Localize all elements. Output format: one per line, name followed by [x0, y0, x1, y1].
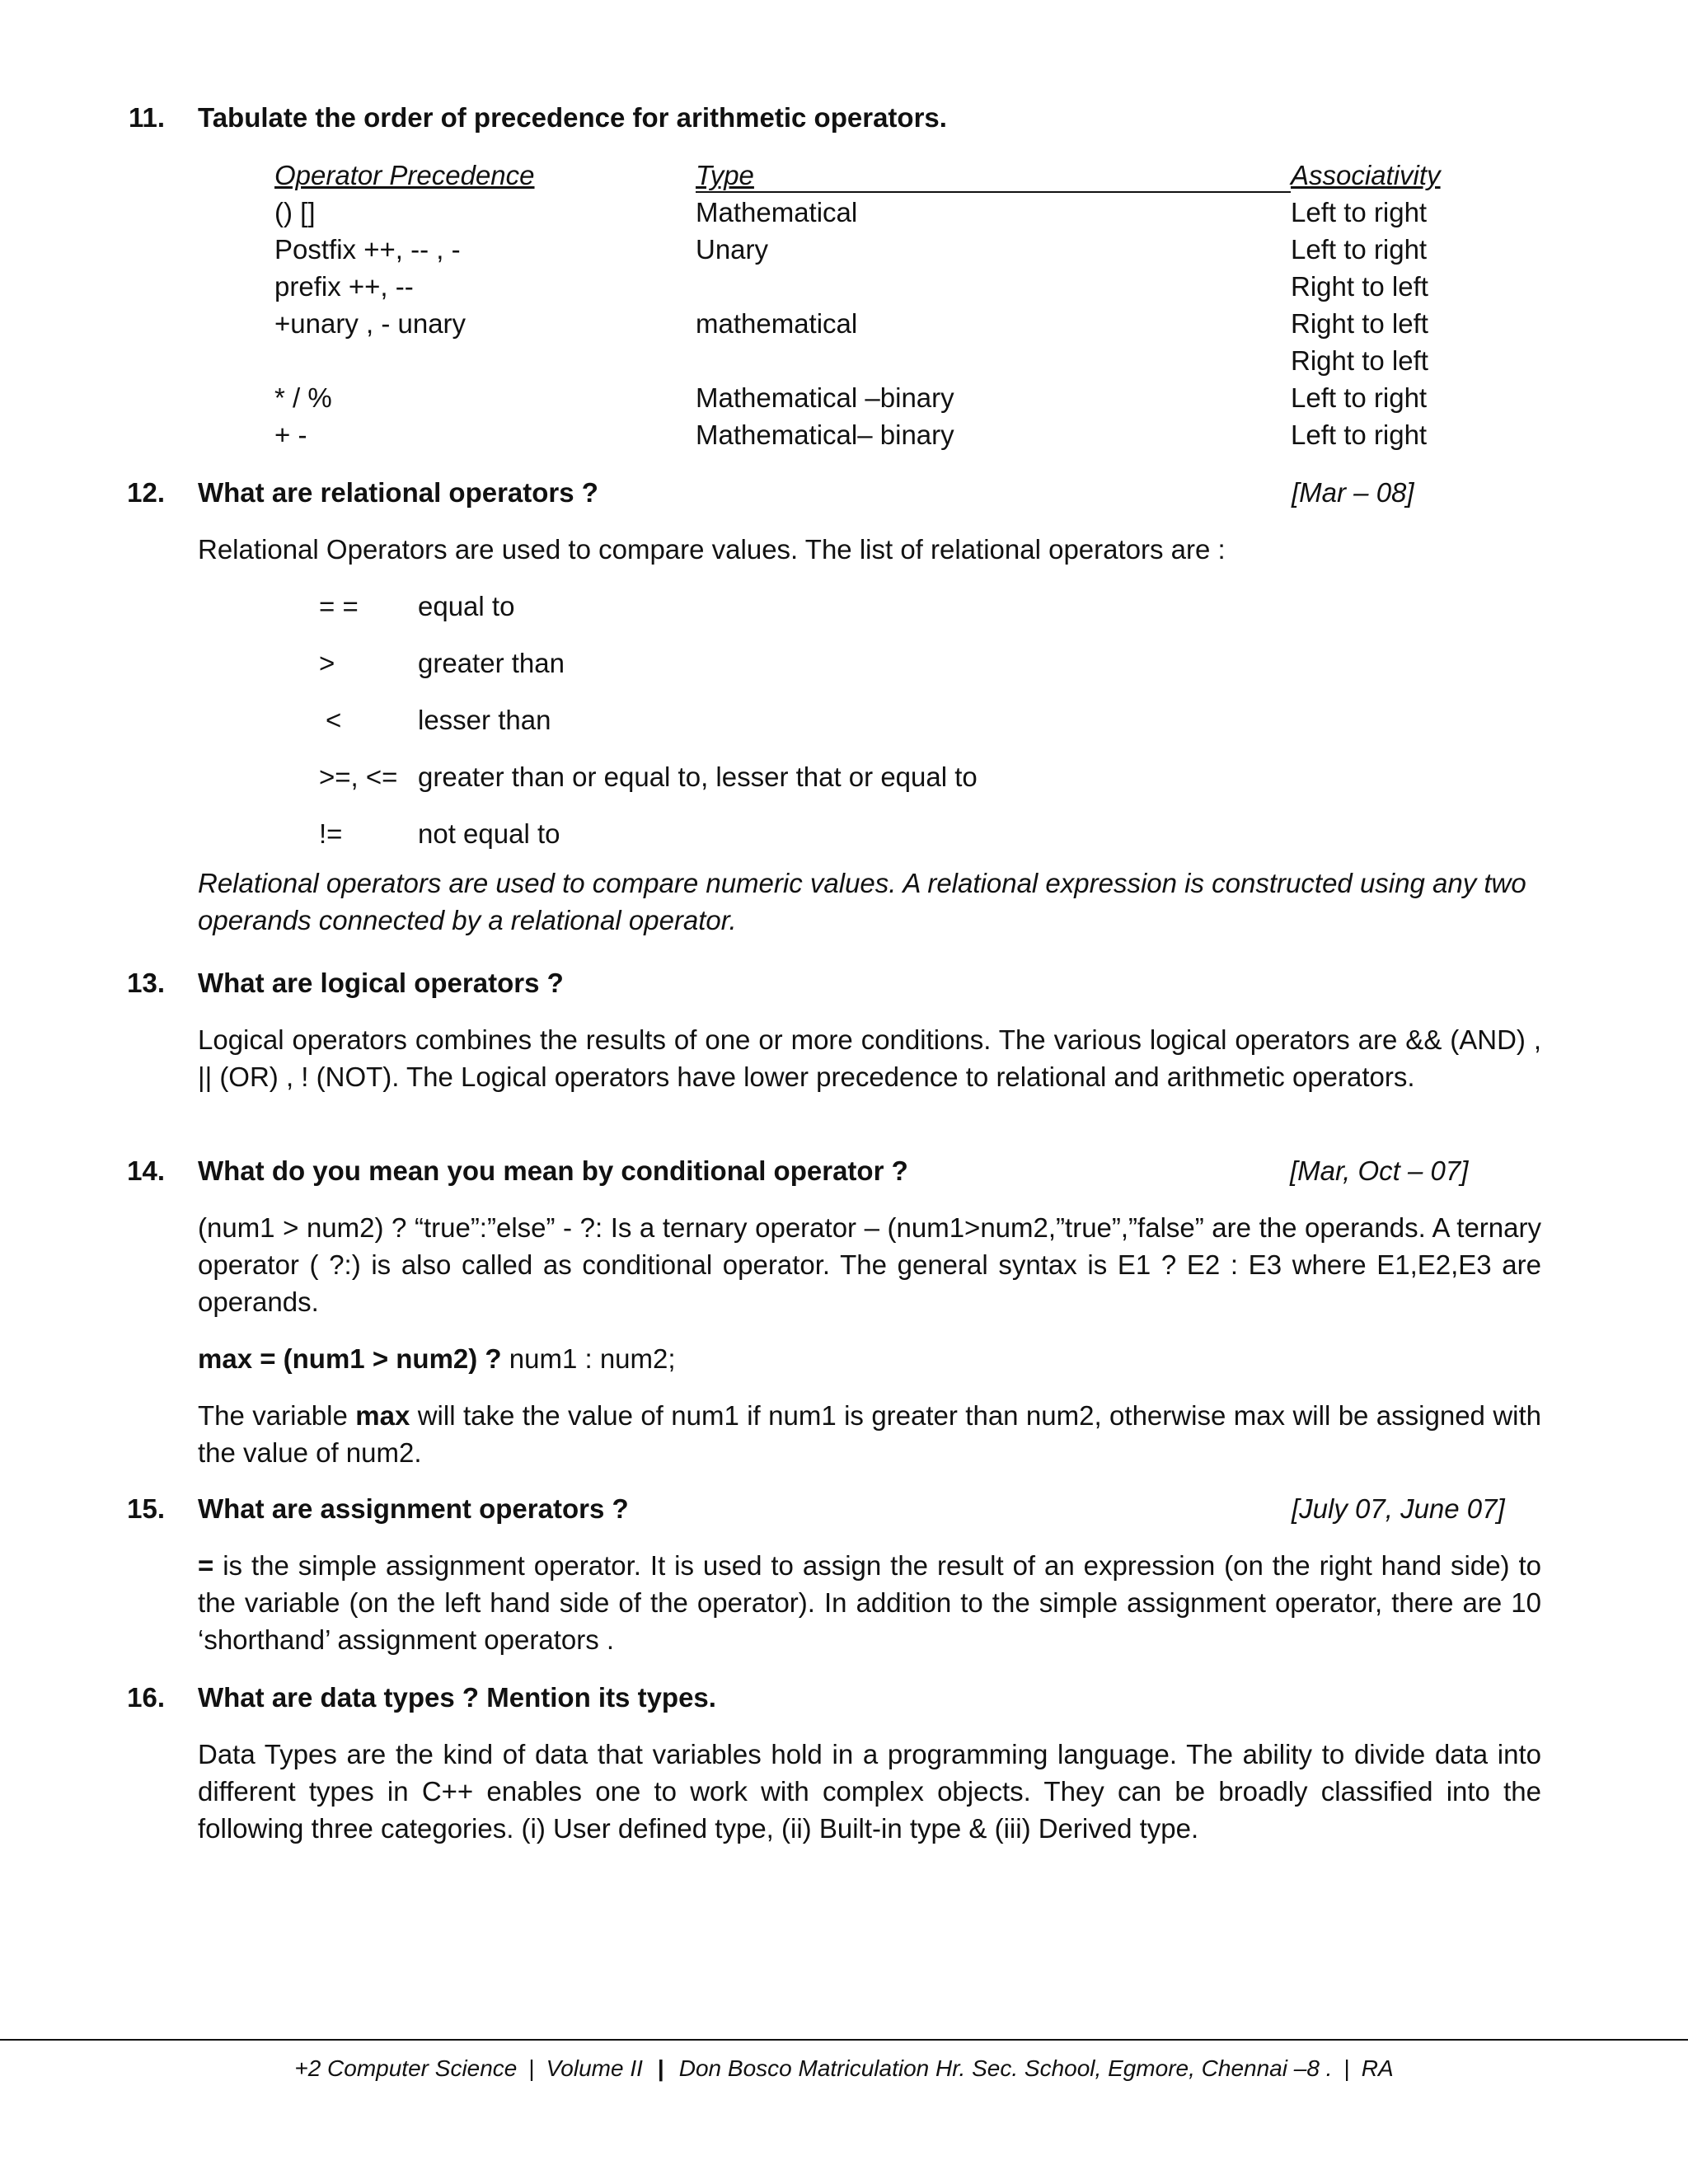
list-item: [198, 644, 1541, 701]
operator-description: not equal to: [418, 818, 560, 849]
operator-description: greater than or equal to, lesser that or equal to: [418, 762, 978, 792]
question-number: 15.: [127, 1493, 165, 1524]
list-item: [198, 701, 1541, 758]
footer-school: Don Bosco Matriculation Hr. Sec. School, Egmore, Chennai –8 .: [678, 2055, 1333, 2081]
operator-symbol: >=, <=: [319, 762, 398, 792]
list-item: [198, 588, 1541, 644]
question-heading: [127, 474, 1541, 511]
question-heading: [127, 1679, 1541, 1716]
exam-date: [Mar – 08]: [1292, 477, 1414, 508]
cell-type: Mathematical– binary: [696, 419, 954, 450]
relational-note: Relational operators are used to compare numeric values. A relational expression is constructed using any two operands connected by a relational operator.: [198, 868, 1526, 935]
cell-associativity: Left to right: [1291, 234, 1428, 265]
table-row: [274, 416, 1445, 453]
question-16: [127, 1679, 1541, 1847]
question-number: 11.: [128, 102, 165, 133]
question-title: What are relational operators ?: [198, 477, 598, 508]
question-title: What are assignment operators ?: [198, 1493, 629, 1524]
cell-operator: Postfix ++, -- , -: [274, 234, 461, 265]
footer-course: +2 Computer Science: [294, 2055, 518, 2081]
operator-symbol: <: [326, 705, 342, 735]
footer-separator: |: [528, 2055, 535, 2081]
table-header-row: [274, 157, 1445, 194]
list-item: [198, 815, 1541, 872]
footer-separator: |: [1343, 2055, 1350, 2081]
code-bold: max = (num1 > num2) ?: [198, 1343, 502, 1374]
footer-initials: RA: [1361, 2055, 1394, 2081]
header-operator-precedence: Operator Precedence: [274, 160, 535, 190]
question-title: What are logical operators ?: [198, 968, 564, 998]
cell-operator: + -: [274, 419, 307, 450]
table-row: [274, 305, 1445, 342]
question-15: [127, 1490, 1541, 1658]
assignment-operators-text: [198, 1547, 1541, 1658]
question-number: 12.: [127, 477, 165, 508]
conditional-operator-text: (num1 > num2) ? “true”:”else” - ?: Is a ternary operator – (num1>num2,”true”,”false” are the operands. A ternary operator ( ?:) is also called as conditional operator. The general syntax is E1 ? E2 : E3 where E1,E2,E3 are operands.: [198, 1212, 1541, 1317]
precedence-table: [274, 157, 1445, 453]
cell-operator: +unary , - unary: [274, 308, 467, 339]
cell-operator: () []: [274, 197, 316, 227]
cell-operator: * / %: [274, 382, 332, 413]
question-12: [127, 474, 1541, 935]
table-row: [274, 231, 1445, 268]
question-heading: [127, 1152, 1541, 1189]
explanation-keyword: max: [355, 1400, 410, 1431]
exam-date: [Mar, Oct – 07]: [1290, 1155, 1469, 1186]
cell-associativity: Left to right: [1291, 382, 1428, 413]
question-title: What do you mean you mean by conditional operator ?: [198, 1155, 908, 1186]
cell-associativity: Left to right: [1291, 419, 1428, 450]
table-row: [274, 194, 1445, 231]
question-title: Tabulate the order of precedence for arithmetic operators.: [198, 102, 947, 133]
table-row: [274, 379, 1445, 416]
assignment-symbol: =: [198, 1550, 214, 1581]
logical-operators-text: Logical operators combines the results of one or more conditions. The various logical operators are && (AND) , || (OR) , ! (NOT). The Logical operators have lower precedence to relational and arithmetic operators.: [198, 1024, 1541, 1092]
cell-type: mathematical: [696, 308, 858, 339]
question-heading: [127, 1490, 1541, 1527]
question-number: 16.: [127, 1682, 165, 1713]
list-item: [198, 758, 1541, 815]
operator-description: greater than: [418, 648, 565, 678]
cell-associativity: Left to right: [1291, 197, 1428, 227]
question-heading: [127, 964, 1541, 1001]
explanation-text: will take the value of num1 if num1 is greater than num2, otherwise max will be assigned with the value of num2.: [198, 1400, 1541, 1468]
footer-volume: Volume II: [546, 2055, 643, 2081]
operator-symbol: !=: [319, 818, 343, 849]
cell-associativity: Right to left: [1291, 308, 1428, 339]
operator-description: lesser than: [418, 705, 551, 735]
footer-rule: [0, 2039, 1688, 2041]
footer-separator: |: [657, 2055, 664, 2081]
explanation-text: The variable: [198, 1400, 356, 1431]
table-row: [274, 268, 1445, 305]
question-title: What are data types ? Mention its types.: [198, 1682, 716, 1713]
cell-type: Mathematical: [696, 197, 858, 227]
cell-operator: prefix ++, --: [274, 271, 414, 302]
question-number: 14.: [127, 1155, 165, 1186]
exam-date: [July 07, June 07]: [1292, 1493, 1505, 1524]
operator-symbol: = =: [319, 591, 359, 621]
page-footer: [0, 2052, 1688, 2085]
header-associativity: Associativity: [1291, 160, 1441, 190]
question-number: 13.: [127, 968, 165, 998]
cell-type: Unary: [696, 234, 769, 265]
operator-description: equal to: [418, 591, 515, 621]
cell-associativity: Right to left: [1291, 345, 1428, 376]
assignment-description: is the simple assignment operator. It is used to assign the result of an expression (on the right hand side) to the variable (on the left hand side of the operator). In addition to the simple assignment operator, there are 10 ‘shorthand’ assignment operators .: [198, 1550, 1541, 1655]
cell-type: Mathematical –binary: [696, 382, 954, 413]
code-example: [198, 1340, 1541, 1377]
operator-symbol: >: [319, 648, 335, 678]
conditional-explanation: [198, 1397, 1541, 1471]
relational-intro: Relational Operators are used to compare values. The list of relational operators are :: [198, 534, 1226, 565]
cell-associativity: Right to left: [1291, 271, 1428, 302]
data-types-text: Data Types are the kind of data that variables hold in a programming language. The ability to divide data into different types in C++ enables one to work with complex objects. They can be broadly classified into the following three categories. (i) User defined type, (ii) Built-in type & (iii) Derived type.: [198, 1739, 1541, 1844]
question-heading: [128, 99, 1541, 136]
question-11: [128, 99, 1541, 136]
header-type: Type: [696, 160, 754, 190]
header-rule: [696, 191, 1291, 193]
question-13: [127, 964, 1541, 1095]
question-14: [127, 1152, 1541, 1471]
code-rest: num1 : num2;: [501, 1343, 676, 1374]
table-row: [274, 342, 1445, 379]
